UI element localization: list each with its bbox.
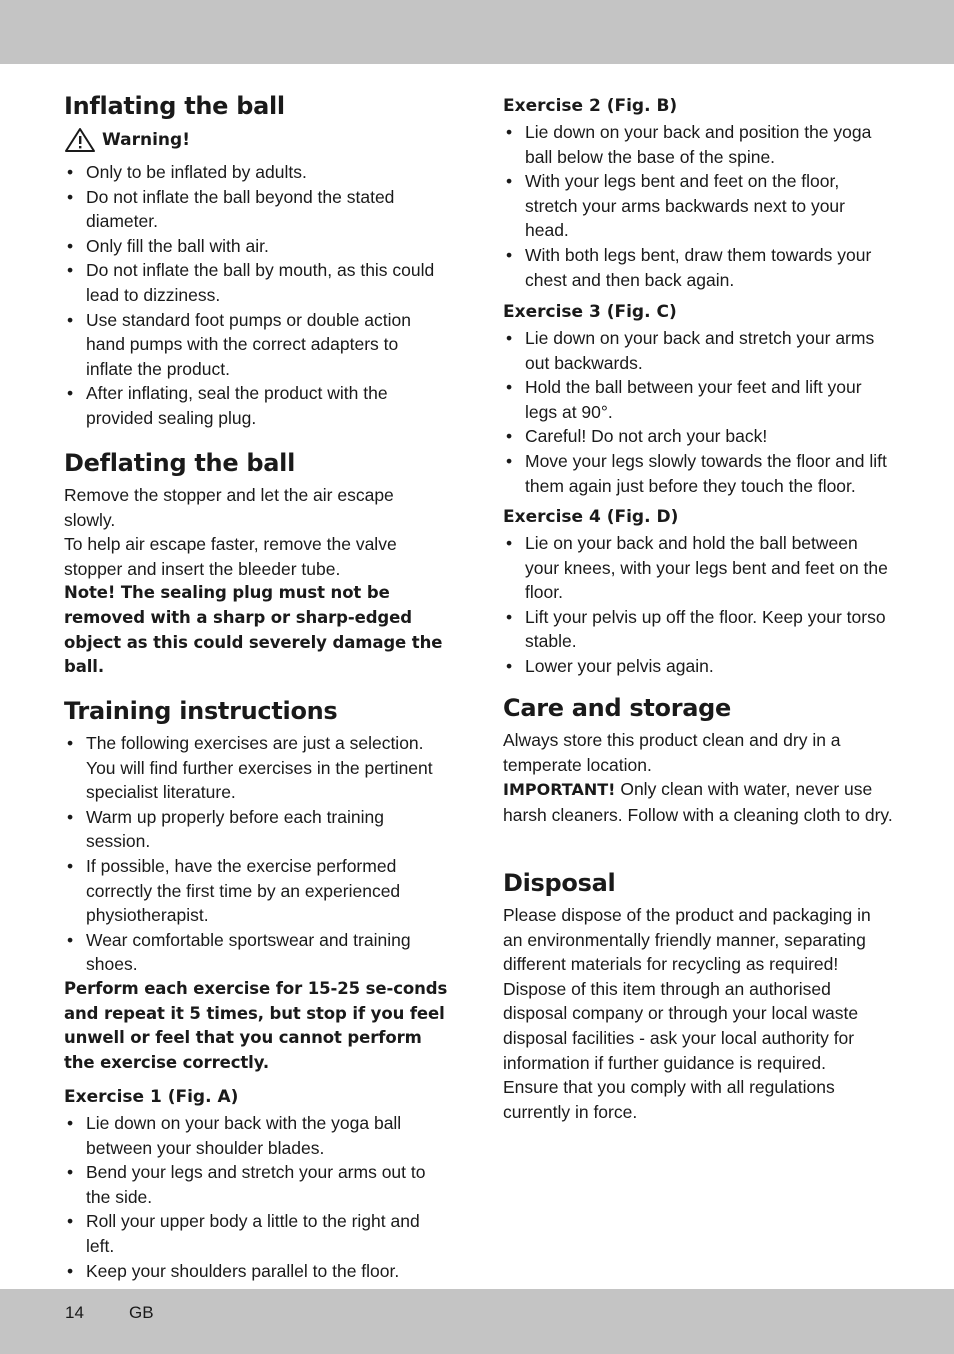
section-exercise-2 xyxy=(503,94,893,292)
deflating-paragraph-2: To help air escape faster, remove the valve stopper and insert the bleeder tube. xyxy=(64,534,397,579)
list-item: • Lie on your back and hold the ball between your knees, with your legs bent and feet on the floor. xyxy=(506,533,888,603)
list-item: • After inflating, seal the product with the provided sealing plug. xyxy=(67,383,388,428)
list-item: • With both legs bent, draw them towards your chest and then back again. xyxy=(506,244,872,290)
list-item: • Lie down on your back and position the yoga ball below the base of the spine. xyxy=(506,122,872,167)
list-item: • Lower your pelvis again. xyxy=(506,655,714,676)
list-item: • Keep your shoulders parallel to the floor. xyxy=(67,1260,400,1281)
section-care xyxy=(503,694,893,827)
exercise-4-list xyxy=(503,531,893,679)
list-item: • Warm up properly before each training session. xyxy=(67,806,384,852)
disposal-paragraph-3: Ensure that you comply with all regulations currently in force. xyxy=(503,1077,835,1122)
training-list xyxy=(64,731,448,977)
training-perform-note: Perform each exercise for 15-25 se-conds and repeat it 5 times, but stop if you feel unwell or feel that you cannot perform the exercise correctly. xyxy=(64,978,448,1072)
list-item: • Hold the ball between your feet and lift your legs at 90°. xyxy=(506,377,862,422)
section-exercise-1 xyxy=(64,1085,448,1283)
inflating-list xyxy=(64,160,448,431)
warning-label: Warning! xyxy=(102,130,190,150)
list-item: • Bend your legs and stretch your arms out to the side. xyxy=(67,1162,426,1207)
list-item: • Lift your pelvis up off the floor. Keep your torso stable. xyxy=(506,606,886,652)
list-item: • Move your legs slowly towards the floor and lift them again just before they touch the floor. xyxy=(506,450,887,496)
section-disposal xyxy=(503,869,893,1124)
list-item: • Careful! Do not arch your back! xyxy=(506,426,768,447)
list-item: • Lie down on your back with the yoga ball between your shoulder blades. xyxy=(67,1113,402,1158)
exercise-2-list xyxy=(503,120,893,292)
heading-exercise-1: Exercise 1 (Fig. A) xyxy=(64,1087,239,1107)
section-deflating xyxy=(64,449,448,680)
list-item: • Do not inflate the ball by mouth, as this could lead to dizziness. xyxy=(67,260,435,305)
list-item: • Roll your upper body a little to the right and left. xyxy=(67,1211,420,1256)
list-item: • The following exercises are just a selection. You will find further exercises in the pertinent specialist literature. xyxy=(67,733,433,803)
disposal-paragraph-2: Dispose of this item through an authorised disposal company or through your local waste disposal facilities - ask your local authority for information if further guidance is required. xyxy=(503,978,859,1073)
heading-exercise-2: Exercise 2 (Fig. B) xyxy=(503,96,678,116)
list-item: • With your legs bent and feet on the floor, stretch your arms backwards next to your head. xyxy=(506,171,845,241)
important-label: IMPORTANT! xyxy=(503,780,616,800)
care-paragraph-2 xyxy=(503,777,893,827)
list-item: • If possible, have the exercise performed correctly the first time by an experienced physiotherapist. xyxy=(67,855,401,926)
heading-disposal: Disposal xyxy=(503,869,616,897)
list-item: • Use standard foot pumps or double action hand pumps with the correct adapters to inflate the product. xyxy=(67,309,411,379)
list-item: • Do not inflate the ball beyond the stated diameter. xyxy=(67,186,395,232)
section-exercise-3 xyxy=(503,300,893,498)
warning-triangle-icon xyxy=(64,127,96,153)
heading-exercise-4: Exercise 4 (Fig. D) xyxy=(503,507,679,527)
list-item: • Only to be inflated by adults. xyxy=(67,162,307,182)
page-number: 14 xyxy=(65,1303,84,1322)
section-training xyxy=(64,697,448,1075)
deflating-paragraph-1: Remove the stopper and let the air escape slowly. xyxy=(64,485,394,530)
disposal-paragraph-1: Please dispose of the product and packaging in an environmentally friendly manner, separating different materials for recycling as required! xyxy=(503,905,871,975)
heading-deflating: Deflating the ball xyxy=(64,449,296,477)
list-item: • Wear comfortable sportswear and training shoes. xyxy=(67,929,411,975)
list-item: • Lie down on your back and stretch your arms out backwards. xyxy=(506,328,875,373)
list-item: • Only fill the ball with air. xyxy=(67,235,269,256)
section-inflating xyxy=(64,92,448,431)
deflating-note: Note! The sealing plug must not be removed with a sharp or sharp-edged object as this could severely damage the ball. xyxy=(64,583,443,677)
exercise-1-list xyxy=(64,1111,448,1283)
section-exercise-4 xyxy=(503,505,893,679)
heading-training: Training instructions xyxy=(64,697,338,725)
heading-exercise-3: Exercise 3 (Fig. C) xyxy=(503,302,677,322)
exercise-3-list xyxy=(503,326,893,498)
heading-inflating: Inflating the ball xyxy=(64,92,285,120)
heading-care: Care and storage xyxy=(503,694,732,722)
warning-line xyxy=(64,127,448,153)
top-header-bar xyxy=(0,0,954,64)
care-paragraph-1: Always store this product clean and dry in a temperate location. xyxy=(503,730,841,775)
language-code: GB xyxy=(129,1303,154,1322)
important-text: Only clean with water, never use harsh cleaners. Follow with a cleaning cloth to dry. xyxy=(503,779,893,825)
